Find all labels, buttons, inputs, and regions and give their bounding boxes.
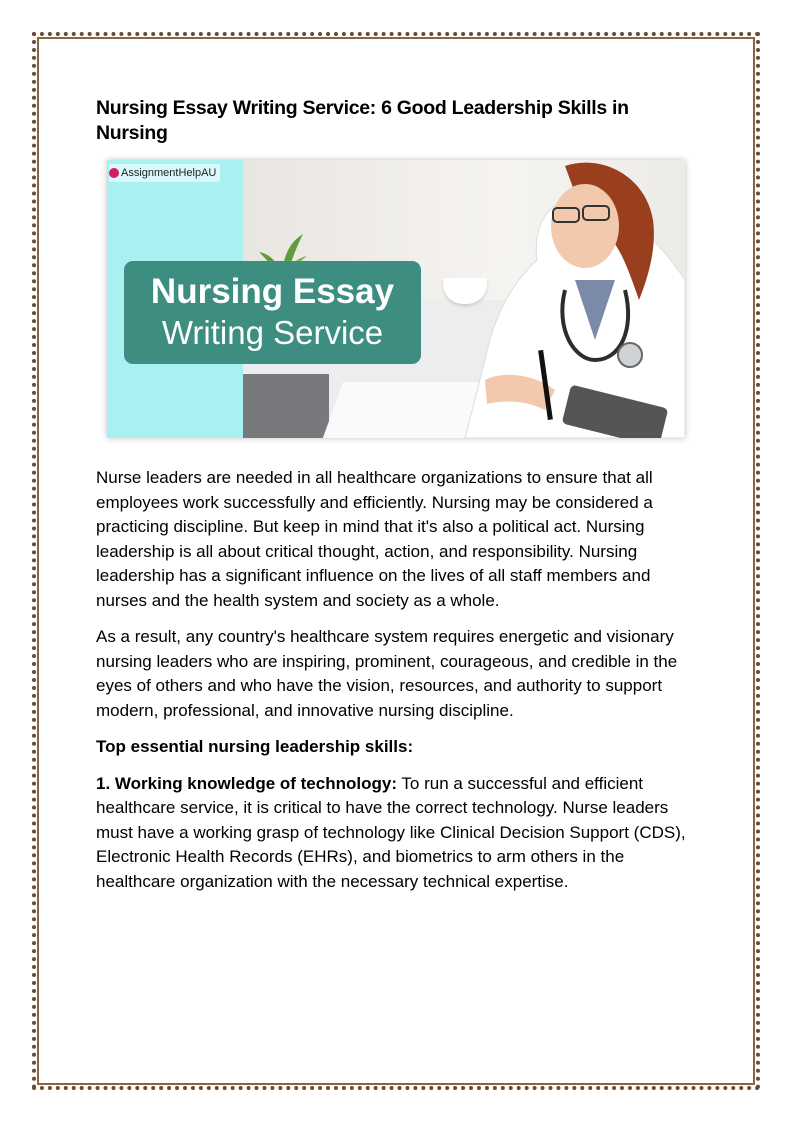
list-item-label: 1. Working knowledge of technology:	[96, 773, 397, 793]
page-title: Nursing Essay Writing Service: 6 Good Leadership Skills in Nursing	[96, 97, 629, 144]
hero-image	[107, 160, 685, 438]
list-item	[96, 772, 698, 895]
list-item-text: To run a successful and efficient healthcare service, it is critical to have the correct technology. Nurse leaders must have a working grasp of technology like Clinical Decision Support (CDS), Electronic Health Records (EHRs), and biometrics to arm others in the healthcare organization with the necessary technical expertise.	[96, 773, 686, 891]
section-heading: Top essential nursing leadership skills:	[96, 737, 414, 756]
hero-banner	[124, 261, 421, 364]
nurse-illustration	[425, 160, 685, 438]
logo-mark-icon	[109, 168, 119, 178]
laptop-icon	[243, 374, 329, 438]
brand-logo	[109, 164, 220, 182]
paragraph-result: As a result, any country's healthcare system requires energetic and visionary nursing leaders who are inspiring, prominent, courageous, and credible in the eyes of others and who have the vision, resources, and authority to support modern, professional, and innovative nursing discipline.	[96, 627, 678, 720]
banner-line-2: Writing Service	[161, 314, 384, 351]
logo-text: AssignmentHelpAU	[121, 167, 217, 179]
paragraph-intro: Nurse leaders are needed in all healthcare organizations to ensure that all employees work successfully and efficiently. Nursing may be considered a practicing discipline. But keep in mind that it's also a political act. Nursing leadership is all about critical thought, action, and responsibility. Nursing leadership has a significant influence on the lives of all staff members and nurses and the health system and society as a whole.	[96, 468, 653, 610]
banner-line-1: Nursing Essay	[150, 272, 395, 311]
document-body	[96, 96, 698, 894]
